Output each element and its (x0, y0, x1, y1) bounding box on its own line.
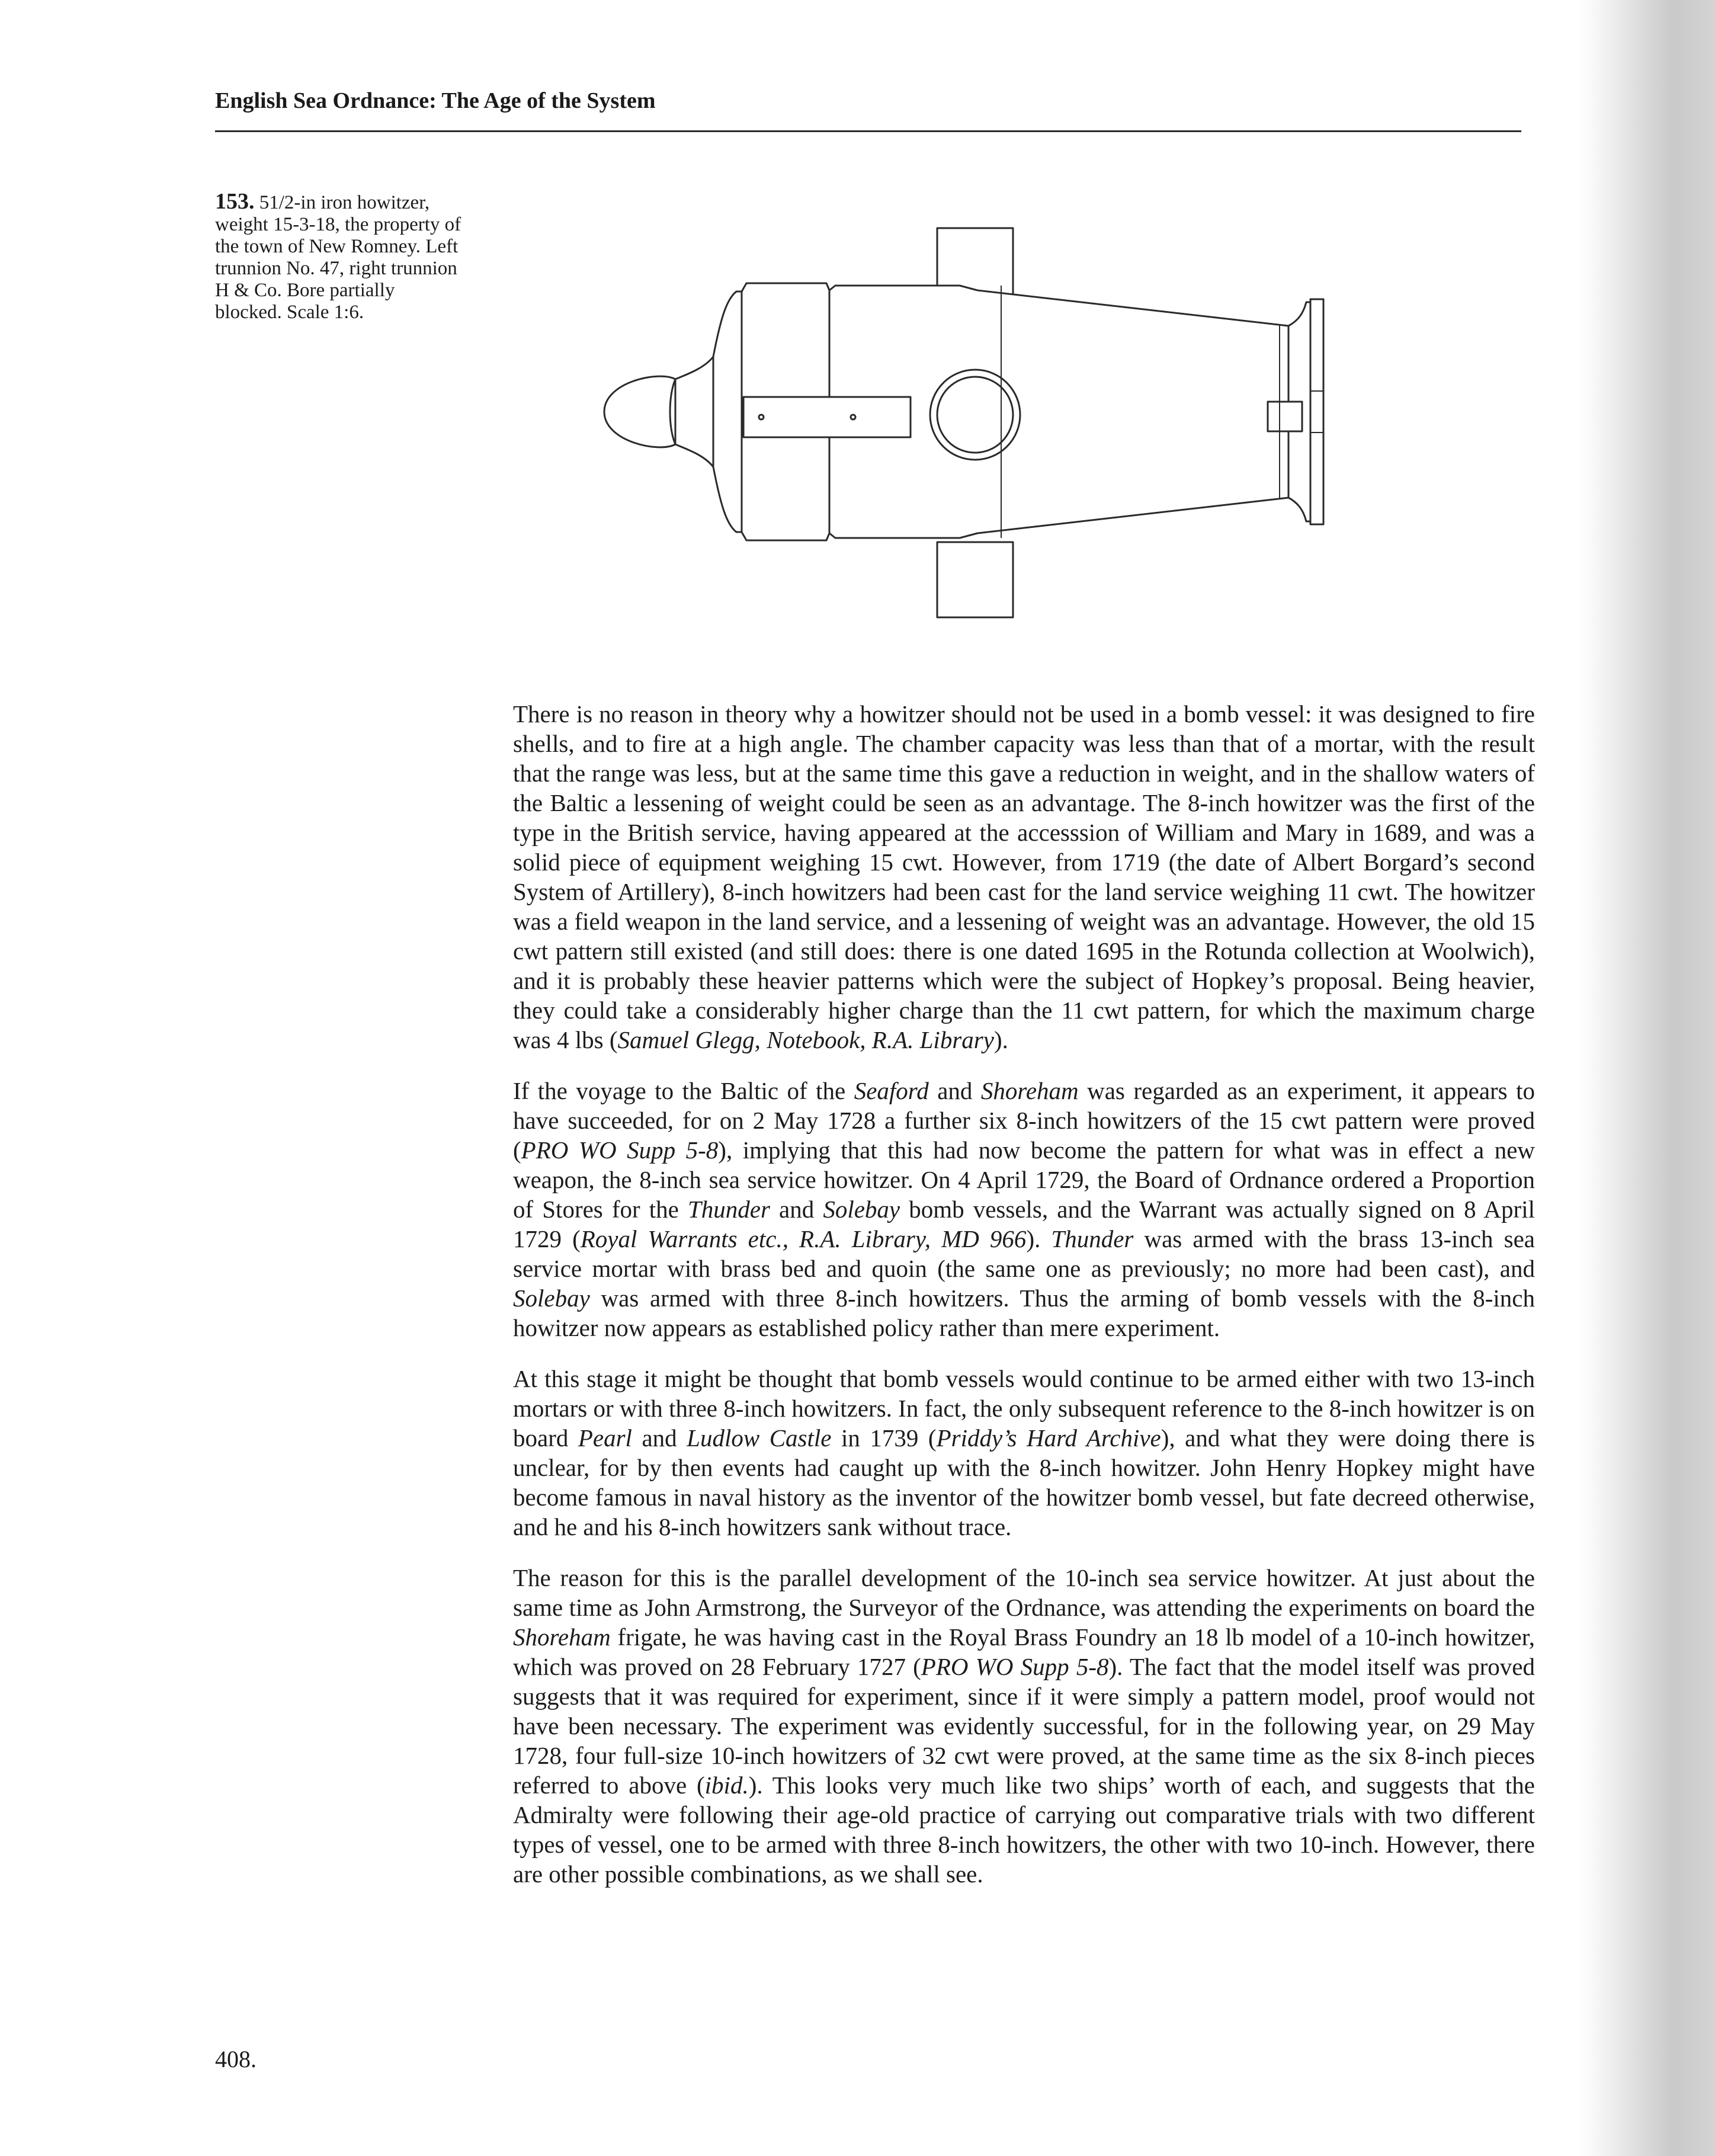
vent-mark (851, 415, 855, 419)
cascabel-neck (675, 357, 713, 467)
text-run: ), implying that this had now become the pattern for what was in effect a new weapon, the 8-inch sea service howitzer. On 4 April 1729, the Board of Ordnance ordered a Proportion of Stores for the (513, 1136, 1535, 1223)
italic-text: Thunder (1051, 1225, 1134, 1252)
text-run: was armed with the brass 13-inch sea service mortar with brass bed and quoin (the same one as previously; no more had been cast), and (513, 1225, 1535, 1282)
figure-number: 153. (215, 189, 255, 214)
text-run: and (928, 1077, 981, 1104)
italic-text: PRO WO Supp 5-8 (921, 1653, 1109, 1680)
figure-caption-text: 51/2-in iron howitzer, weight 15-3-18, the property of the town of New Romney. Left trunnion No. 47, right trunnion H & Co. Bore partially blocked. Scale 1:6. (215, 192, 461, 323)
italic-text: Thunder (687, 1196, 770, 1223)
italic-text: Seaford (854, 1077, 929, 1104)
text-run: ). This looks very much like two ships’ worth of each, and suggests that the Admiralty were following their age-old practice of carrying out comparative trials with two different types of vessel, one to be armed with three 8-inch howitzers, the other with two 10-inch. However, there are other possible combinations, as we shall see. (513, 1771, 1535, 1888)
page-number: 408. (215, 2046, 257, 2072)
text-run: There is no reason in theory why a howitzer should not be used in a bomb vessel: it was designed to fire shells, and to fire at a high angle. The chamber capacity was less than that of a mortar, with the result that the range was less, but at the same time this gave a reduction in weight, and in the shallow waters of the Baltic a lessening of weight could be seen as an advantage. The 8-inch howitzer was the first of the type in the British service, having appeared at the accesssion of William and Mary in 1689, and was a solid piece of equipment weighing 15 cwt. However, from 1719 (the date of Albert Borgard’s second System of Artillery), 8-inch howitzers had been cast for the land service weighing 11 cwt. The howitzer was a field weapon in the land service, and a lessening of weight was an advantage. However, the old 15 cwt pattern still existed (and still does: there is one dated 1695 in the Rotunda collection at Woolwich), and it is probably these heavier patterns which were the subject of Hopkey’s proposal. Being heavier, they could take a considerably higher charge than the 11 cwt pattern, for which the maximum charge was 4 lbs ( (513, 700, 1535, 1053)
lower-trunnion (937, 542, 1013, 617)
text-run: If the voyage to the Baltic of the (513, 1077, 854, 1104)
italic-text: PRO WO Supp 5-8 (521, 1136, 719, 1164)
breech-end (713, 291, 742, 532)
italic-text: ibid. (704, 1771, 749, 1799)
paragraph (513, 699, 1535, 1055)
italic-text: Samuel Glegg, Notebook, R.A. Library (617, 1026, 994, 1053)
muzzle-face (1310, 299, 1323, 524)
header-rule (215, 130, 1521, 132)
text-run: ). (1026, 1225, 1052, 1252)
text-run: was armed with three 8-inch howitzers. Thus the arming of bomb vessels with the 8-inch howitzer now appears as established policy rather than mere experiment. (513, 1284, 1535, 1341)
text-run: At this stage it might be thought that bomb vessels would continue to be armed either with two 13-inch mortars or with three 8-inch howitzers. In fact, the only subsequent reference to the 8-inch howitzer is on board (513, 1365, 1535, 1452)
text-run: ). (993, 1026, 1008, 1053)
italic-text: Solebay (823, 1196, 900, 1223)
text-run: ). The fact that the model itself was proved suggests that it was required for experiment, since if it were simply a pattern model, proof would not have been necessary. The experiment was evidently successful, for in the following year, on 29 May 1728, four full-size 10-inch howitzers of 32 cwt were proved, at the same time as the six 8-inch pieces referred to above ( (513, 1653, 1535, 1799)
text-run: ), and what they were doing there is unclear, for by then events had caught up with the 8-inch howitzer. John Henry Hopkey might have become famous in naval history as the inventor of the howitzer bomb vessel, but fate decreed otherwise, and he and his 8-inch howitzers sank without trace. (513, 1424, 1535, 1540)
text-run: bomb vessels, and the Warrant was actually signed on 8 April 1729 ( (513, 1196, 1535, 1252)
italic-text: Solebay (513, 1284, 590, 1312)
running-head: English Sea Ordnance: The Age of the System (215, 88, 656, 113)
text-run: and (631, 1424, 687, 1452)
paragraph (513, 1563, 1535, 1889)
figure-caption (215, 191, 464, 323)
text-run: was regarded as an experiment, it appears to have succeeded, for on 2 May 1728 a further six 8-inch howitzers of the 15 cwt pattern were proved ( (513, 1077, 1535, 1164)
italic-text: Shoreham (980, 1077, 1079, 1104)
paragraph (513, 1076, 1535, 1343)
text-run: and (770, 1196, 823, 1223)
text-run: frigate, he was having cast in the Royal Brass Foundry an 18 lb model of a 10-inch howitzer, which was proved on 28 February 1727 ( (513, 1623, 1535, 1680)
italic-text: Pearl (578, 1424, 632, 1452)
paragraph (513, 1364, 1535, 1542)
text-run: in 1739 ( (831, 1424, 937, 1452)
body-text (513, 699, 1535, 1910)
howitzer-diagram (586, 219, 1357, 634)
italic-text: Royal Warrants etc., R.A. Library, MD 966 (580, 1225, 1027, 1252)
text-run: The reason for this is the parallel development of the 10-inch sea service howitzer. At just about the same time as John Armstrong, the Surveyor of the Ordnance, was attending the experiments on board the (513, 1564, 1535, 1621)
muzzle-tab (1268, 402, 1302, 431)
italic-text: Priddy’s Hard Archive (936, 1424, 1161, 1452)
howitzer-drawing (586, 219, 1357, 634)
cascabel-knob (604, 376, 675, 447)
page-edge-shadow (1579, 0, 1715, 2156)
italic-text: Ludlow Castle (687, 1424, 832, 1452)
italic-text: Shoreham (513, 1623, 611, 1651)
vent-field (743, 397, 911, 437)
vent-hole (759, 415, 764, 419)
